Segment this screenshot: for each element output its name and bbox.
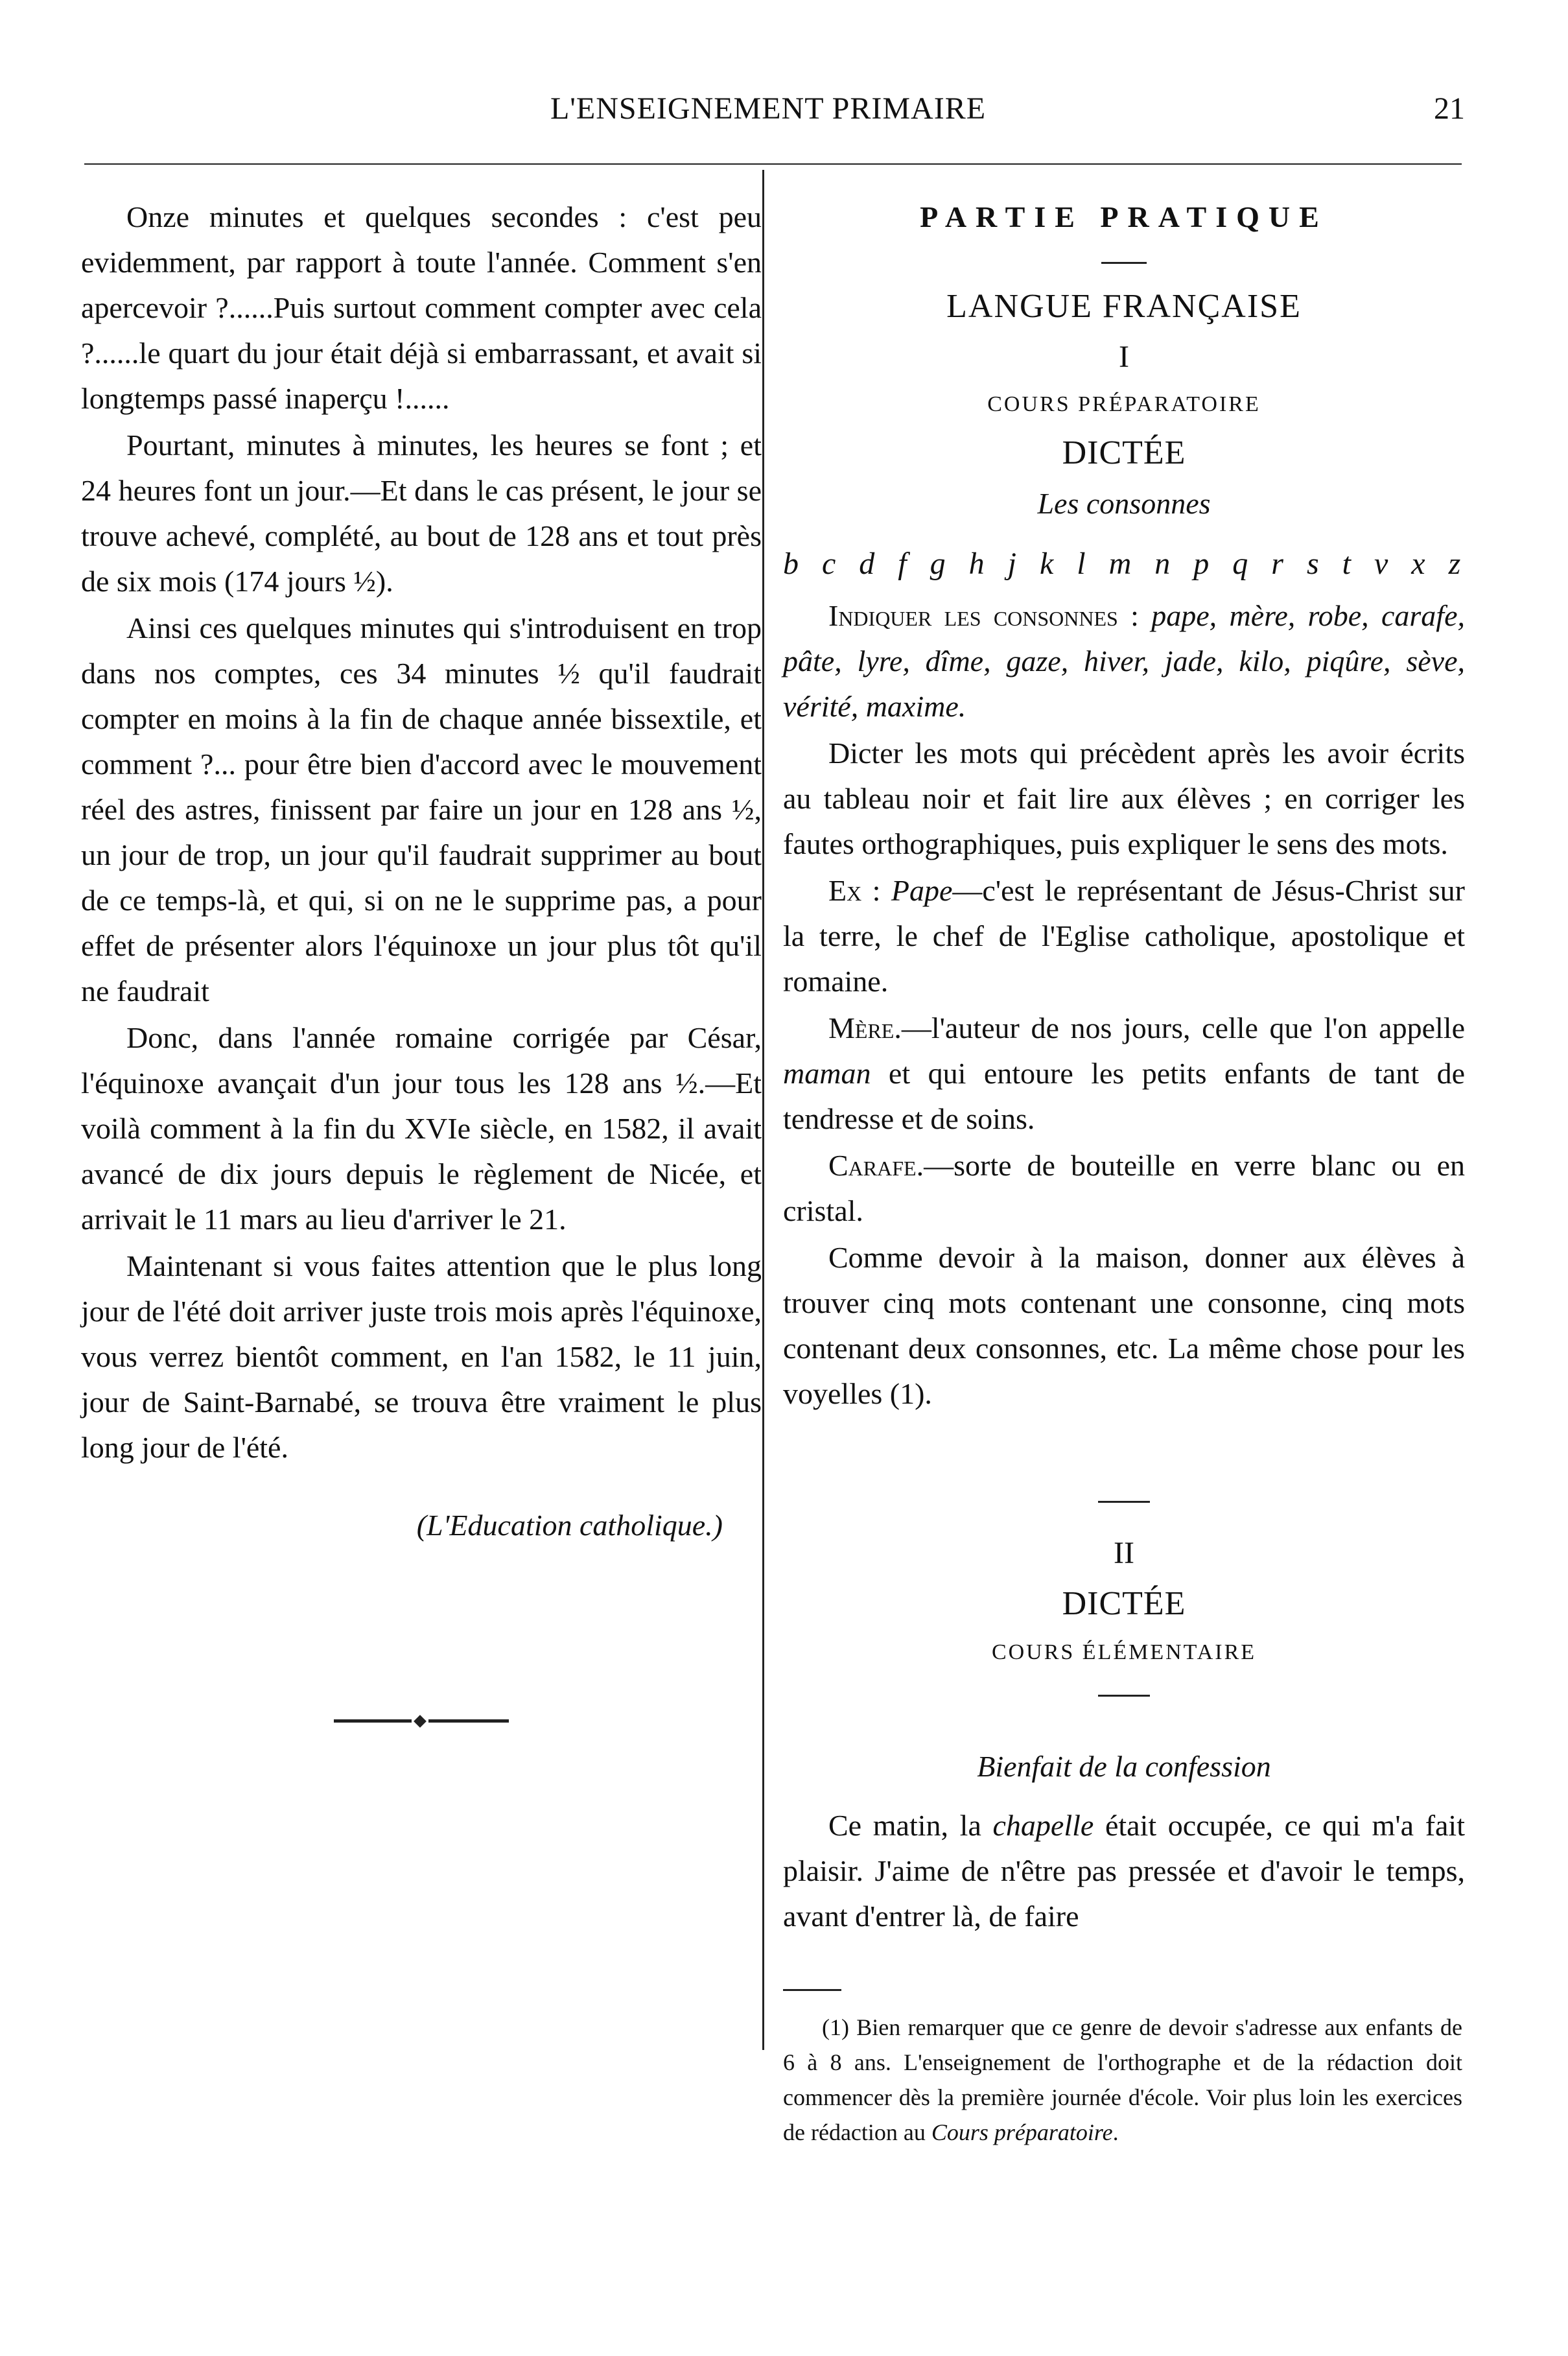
part-title: PARTIE PRATIQUE [920, 200, 1328, 233]
paragraph: Pourtant, minutes à minutes, les heures se font ; et 24 heures font un jour.—Et dans le cas présent, le jour se trouve achevé, complété, au bout de 128 ans et tout près de six mois (174 jours ½). [81, 429, 762, 598]
paragraph: Onze minutes et quelques secondes : c'est peu evidemment, par rapport à toute l'année. Comment s'en apercevoir ?......Puis surtout comment compter avec cela ?......le quart du jour était déjà si embarrassant, et avait si longtemps passé inaperçu !...... [81, 200, 762, 415]
lesson-subheading: Bienfait de la confession [977, 1750, 1271, 1783]
instruction-words: pape, mère, robe, carafe, pâte, lyre, dîme, gaze, hiver, jade, kilo, piqûre, sève, vérité, maxime. [783, 599, 1465, 723]
footnote-rule [783, 1989, 841, 1991]
paragraph: Donc, dans l'année romaine corrigée par César, l'équinoxe avançait d'un jour tous les 128 ans ½.—Et voilà comment à la fin du XVIe siècle, en 1582, il avait avancé de dix jours depuis le règlement de Nicée, et arrivait le 11 mars au lieu d'arriver le 21. [81, 1021, 762, 1236]
paragraph: Ainsi ces quelques minutes qui s'introduisent en trop dans nos comptes, ces 34 minutes ½ qu'il faudrait compter en moins à la fin de chaque année bissextile, et comment ?... pour être bien d'accord avec le mouvement réel des astres, finissent par faire un jour en 128 ans ½, un jour de trop, un jour qu'il faudrait supprimer au bout de ce temps-là, et qui, si on ne le supprime pas, a pour effet de présenter alors l'équinoxe un jour plus tôt qu'il ne faudrait [81, 611, 762, 1007]
running-head [71, 91, 1465, 136]
lesson-number: I [1119, 340, 1129, 374]
consonant-list: b c d f g h j k l m n p q r s t v x z [783, 547, 1461, 581]
lesson-heading: DICTÉE [1062, 1585, 1186, 1622]
divider [1098, 1501, 1150, 1503]
definition-paragraph [783, 1006, 1465, 1142]
definition-text: —sorte de bouteille en verre blanc ou en cristal. [783, 1149, 1465, 1227]
course-level: COURS ÉLÉMENTAIRE [991, 1640, 1257, 1664]
definition-paragraph [783, 1143, 1465, 1234]
course-level: COURS PRÉPARATOIRE [987, 392, 1261, 416]
example-paragraph [783, 868, 1465, 1004]
footnote-italic: Cours préparatoire [931, 2119, 1113, 2145]
paragraph [783, 1803, 1465, 1939]
running-title: L'ENSEIGNEMENT PRIMAIRE [550, 91, 987, 126]
example-label: Ex : [828, 874, 881, 907]
lesson-subheading: Les consonnes [1037, 487, 1211, 520]
example-text: —c'est le représentant de Jésus-Christ sur la terre, le chef de l'Eglise catholique, apostolique et romaine. [783, 874, 1465, 998]
definition-text: et qui entoure les petits enfants de tant de tendresse et de soins. [783, 1057, 1465, 1135]
paragraph-text: était occupée, ce qui m'a fait plaisir. J'aime de n'être pas pressée et d'avoir le temps, avant d'entrer là, de faire [783, 1809, 1465, 1933]
paragraph-text: Ce matin, la [828, 1809, 981, 1842]
left-column [81, 194, 762, 1725]
paragraph: Comme devoir à la maison, donner aux élèves à trouver cinq mots contenant une consonne, cinq mots contenant deux consonnes, etc. La même chose pour les voyelles (1). [783, 1241, 1465, 1410]
footnote-text: . [1112, 2119, 1119, 2145]
instruction-paragraph [783, 593, 1465, 729]
footnote-text: (1) Bien remarquer que ce genre de devoir s'adresse aux enfants de 6 à 8 ans. L'enseignement de l'orthographe et de la rédaction doit commencer dès la première journée d'école. Voir plus loin les exercices de rédaction au [783, 2014, 1462, 2145]
column-divider [762, 170, 764, 2050]
emphasis-word: chapelle [992, 1809, 1094, 1842]
divider [1101, 262, 1147, 264]
lesson-heading: DICTÉE [1062, 434, 1186, 471]
source-citation: (L'Education catholique.) [416, 1509, 723, 1542]
example-word: Pape [891, 874, 953, 907]
definition-label: Carafe. [828, 1149, 924, 1182]
end-ornament-icon [334, 1717, 509, 1725]
right-column [783, 194, 1465, 1940]
header-rule [84, 163, 1462, 165]
instruction-label: Indiquer les consonnes : [828, 599, 1139, 632]
footnote [783, 2010, 1462, 2150]
section-title: LANGUE FRANÇAISE [946, 288, 1302, 325]
page-number: 21 [1434, 91, 1465, 126]
paragraph: Maintenant si vous faites attention que le plus long jour de l'été doit arriver juste trois mois après l'équinoxe, vous verrez bientôt comment, en l'an 1582, le 11 juin, jour de Saint-Barnabé, se trouva être vraiment le plus long jour de l'été. [81, 1249, 762, 1464]
divider [1098, 1695, 1150, 1697]
lesson-number: II [1114, 1536, 1134, 1570]
definition-label: Mère. [828, 1011, 902, 1044]
definition-word: maman [783, 1057, 871, 1090]
definition-text: —l'auteur de nos jours, celle que l'on appelle [901, 1011, 1465, 1044]
paragraph: Dicter les mots qui précèdent après les avoir écrits au tableau noir et fait lire aux élèves ; en corriger les fautes orthographiques, puis expliquer le sens des mots. [783, 736, 1465, 860]
